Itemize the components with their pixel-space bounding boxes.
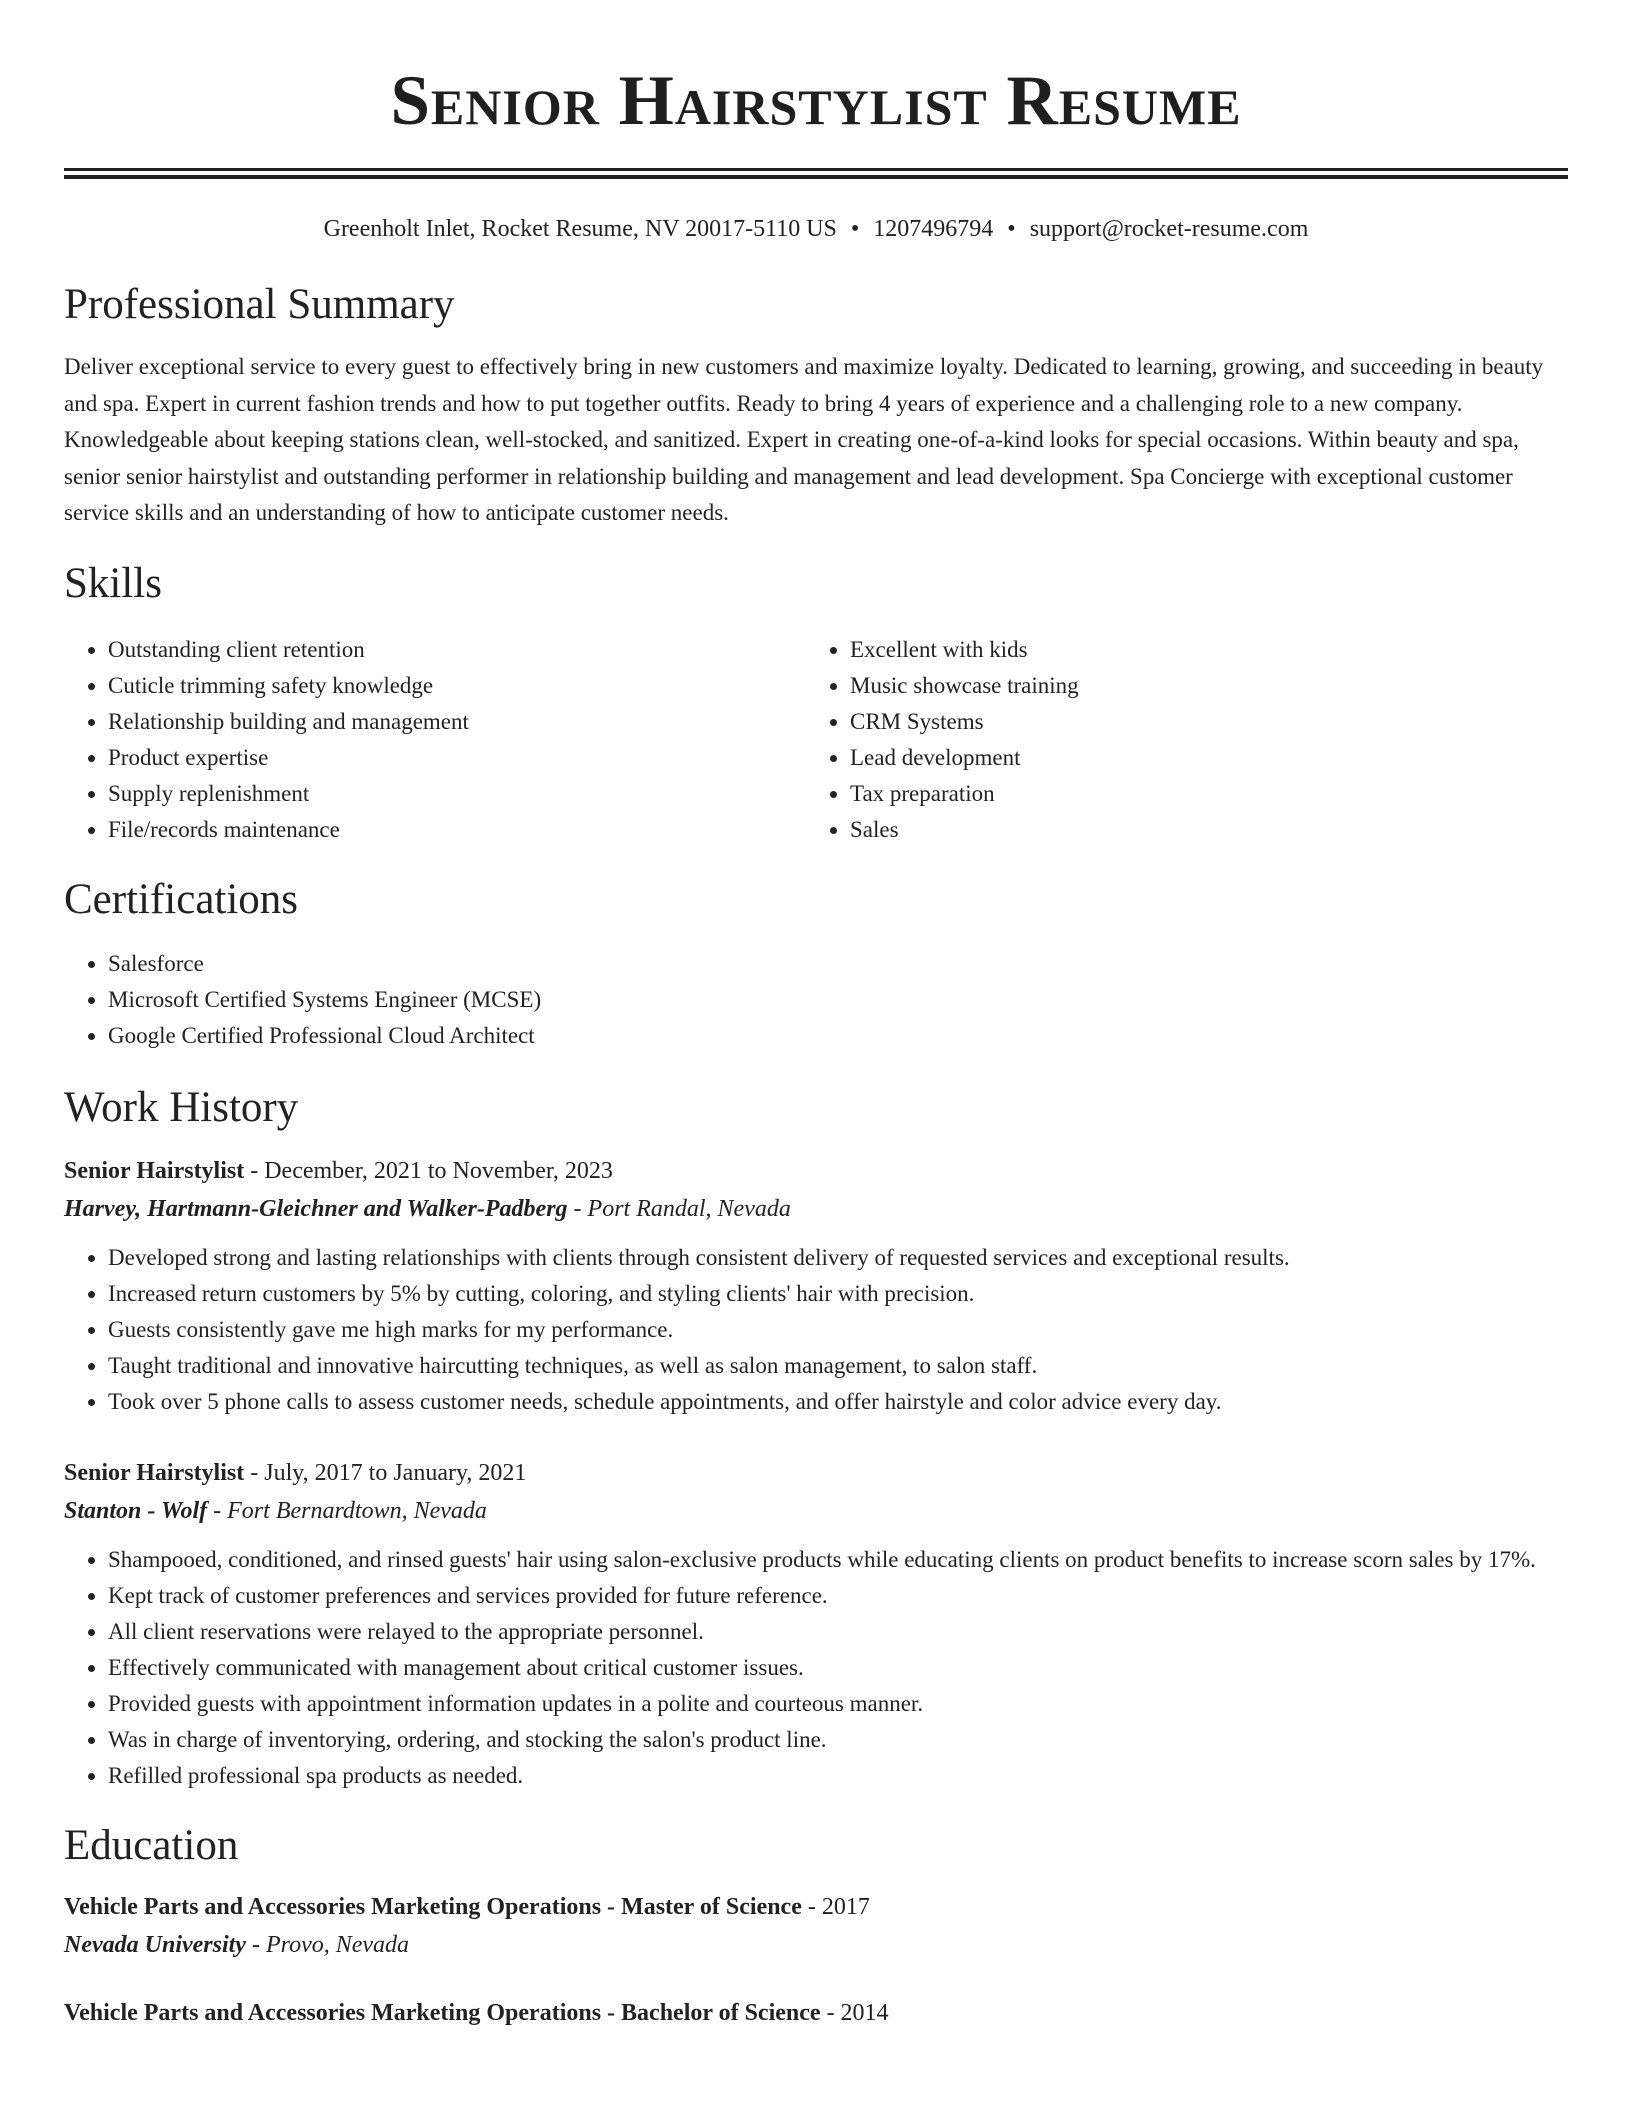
skill-item: • Cuticle trimming safety knowledge [108, 668, 806, 704]
skill-item: • Lead development [850, 740, 1548, 776]
skill-item: • Tax preparation [850, 776, 1548, 812]
job-bullet: • Increased return customers by 5% by cutting, coloring, and styling clients' hair with precision. [108, 1276, 1568, 1312]
job-title-line [64, 1454, 1568, 1492]
skill-item: • File/records maintenance [108, 812, 806, 848]
job-title: Senior Hairstylist [64, 1459, 245, 1486]
work-history-heading: Work History [64, 1083, 299, 1131]
job-bullet: • Shampooed, conditioned, and rinsed guests' hair using salon-exclusive products while educating clients on product benefits to increase scorn sales by 17%. [108, 1542, 1568, 1578]
summary-text: Deliver exceptional service to every guest to effectively bring in new customers and maximize loyalty. Dedicated to learning, growing, and succeeding in beauty and spa. Expert in current fashion trends and how to put together outfits. Ready to bring 4 years of experience and a challenging role to a new company. Knowledgeable about keeping stations clean, well-stocked, and sanitized. Expert in creating one-of-a-kind looks for special occasions. Within beauty and spa, senior senior hairstylist and outstanding performer in relationship building and management and lead development. Spa Concierge with exceptional customer service skills and an understanding of how to anticipate customer needs. [64, 354, 1544, 525]
skill-item: • Product expertise [108, 740, 806, 776]
skills-list-right [806, 632, 1548, 848]
summary-heading: Professional Summary [64, 281, 455, 328]
job-company: Stanton - Wolf [64, 1497, 208, 1524]
job-bullet: • Refilled professional spa products as needed. [108, 1758, 1568, 1794]
contact-separator: • [850, 216, 860, 242]
certifications-list [64, 946, 1568, 1054]
job-location: - Port Randal, Nevada [567, 1195, 791, 1222]
degree-line [64, 1994, 1568, 2032]
title-divider [64, 168, 1568, 171]
job-dates: - December, 2021 to November, 2023 [244, 1157, 613, 1184]
job-entry [64, 1454, 1568, 1794]
job-title: Senior Hairstylist [64, 1157, 245, 1184]
degree-year: - 2017 [801, 1893, 870, 1920]
certifications-section [64, 874, 1568, 1054]
skill-item: • Supply replenishment [108, 776, 806, 812]
degree-name: Vehicle Parts and Accessories Marketing Operations - Bachelor of Science [64, 1999, 821, 2026]
skill-item: • CRM Systems [850, 704, 1548, 740]
job-bullet: • Guests consistently gave me high marks for my performance. [108, 1312, 1568, 1348]
resume-page [64, 0, 1568, 2032]
job-company-line [64, 1492, 1568, 1530]
skills-grid [64, 632, 1568, 848]
degree-name: Vehicle Parts and Accessories Marketing Operations - Master of Science [64, 1893, 802, 1920]
work-history-section [64, 1082, 1568, 1794]
degree-entry [64, 1888, 1568, 1964]
skill-item: • Sales [850, 812, 1548, 848]
degree-line [64, 1888, 1568, 1926]
job-bullet: • Was in charge of inventorying, ordering, and stocking the salon's product line. [108, 1722, 1568, 1758]
job-bullet: • Provided guests with appointment information updates in a polite and courteous manner. [108, 1686, 1568, 1722]
job-bullet: • Took over 5 phone calls to assess customer needs, schedule appointments, and offer hairstyle and color advice every day. [108, 1384, 1568, 1420]
skills-column-left [64, 632, 806, 848]
job-bullet: • Effectively communicated with management about critical customer issues. [108, 1650, 1568, 1686]
job-bullet: • Developed strong and lasting relationships with clients through consistent delivery of requested services and exceptional results. [108, 1240, 1568, 1276]
certification-item: • Microsoft Certified Systems Engineer (MCSE) [108, 982, 1568, 1018]
job-entry [64, 1152, 1568, 1420]
contact-line [64, 213, 1568, 245]
job-bullets [64, 1240, 1568, 1420]
skill-item: • Outstanding client retention [108, 632, 806, 668]
contact-email: support@rocket-resume.com [1029, 216, 1309, 242]
degree-entry [64, 1994, 1568, 2032]
skills-heading: Skills [64, 559, 162, 607]
resume-title: Senior Hairstylist Resume [390, 62, 1242, 140]
skills-column-right [806, 632, 1548, 848]
job-bullet: • Taught traditional and innovative haircutting techniques, as well as salon management, to salon staff. [108, 1348, 1568, 1384]
school-location: - Provo, Nevada [245, 1931, 410, 1958]
skills-list-left [64, 632, 806, 848]
skill-item: • Relationship building and management [108, 704, 806, 740]
school-line [64, 1926, 1568, 1964]
job-bullet: • All client reservations were relayed to the appropriate personnel. [108, 1614, 1568, 1650]
education-heading: Education [64, 1821, 239, 1869]
skill-item: • Music showcase training [850, 668, 1548, 704]
contact-separator: • [1007, 216, 1016, 242]
summary-section [64, 279, 1568, 532]
contact-phone: 1207496794 [873, 216, 994, 242]
certifications-heading: Certifications [64, 875, 299, 923]
certification-item: • Google Certified Professional Cloud Architect [108, 1018, 1568, 1054]
job-company-line [64, 1190, 1568, 1228]
job-location: - Fort Bernardtown, Nevada [207, 1497, 487, 1524]
degree-year: - 2014 [820, 1999, 889, 2026]
job-company: Harvey, Hartmann-Gleichner and Walker-Padberg [64, 1195, 568, 1222]
job-title-line [64, 1152, 1568, 1190]
job-bullet: • Kept track of customer preferences and services provided for future reference. [108, 1578, 1568, 1614]
job-dates: - July, 2017 to January, 2021 [244, 1459, 527, 1486]
skills-section [64, 558, 1568, 848]
contact-address: Greenholt Inlet, Rocket Resume, NV 20017-5110 US [323, 216, 837, 242]
school-name: Nevada University [64, 1931, 246, 1958]
education-section [64, 1820, 1568, 2032]
certification-item: • Salesforce [108, 946, 1568, 982]
skill-item: • Excellent with kids [850, 632, 1548, 668]
job-bullets [64, 1542, 1568, 1794]
